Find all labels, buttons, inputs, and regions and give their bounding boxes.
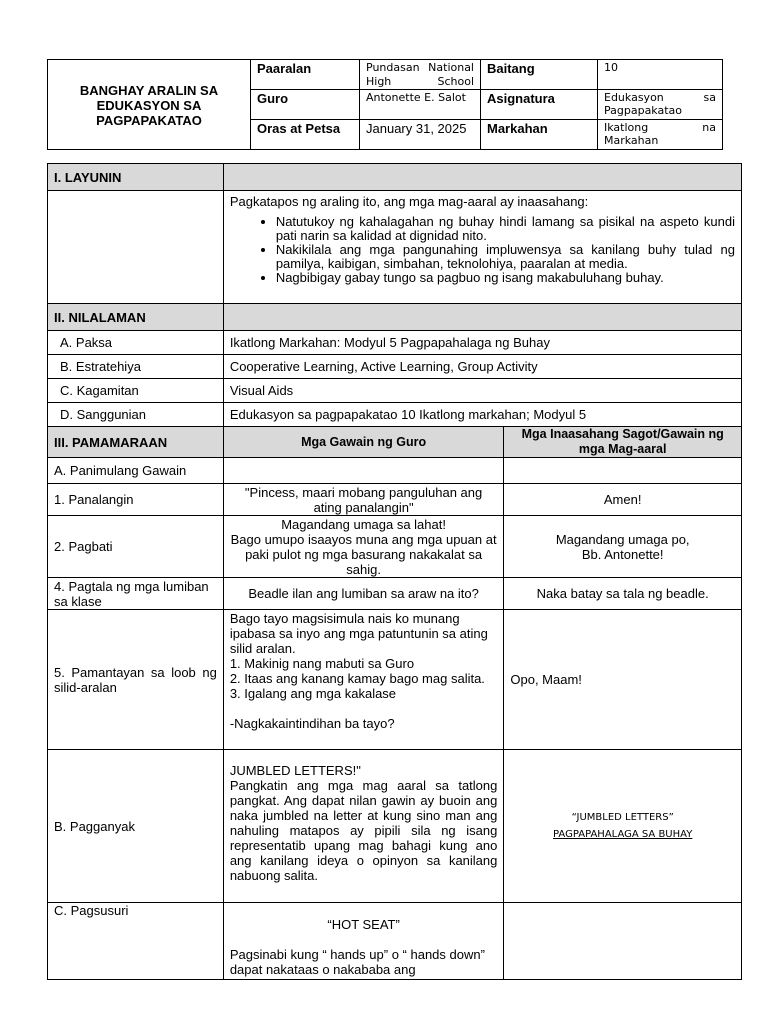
paksa-label: A. Paksa [48,331,224,355]
pagbati-guro [223,516,504,578]
nilalaman-heading: II. NILALAMAN [48,304,224,331]
layunin-content [223,191,741,304]
baitang-value: 10 [598,60,723,90]
lesson-header-table [47,59,723,150]
oras-label: Oras at Petsa [251,120,360,150]
layunin-heading-row [48,164,742,191]
paksa-value: Ikatlong Markahan: Modyul 5 Pagpapahalaga ng Buhay [223,331,741,355]
panalangin-row [48,484,742,516]
pagganyak-label: B. Pagganyak [48,750,224,903]
pagbati-magaaral-line: Bb. Antonette! [581,546,664,562]
pagtala-label: 4. Pagtala ng mga lumiban sa klase [48,578,224,610]
pagganyak-title: JUMBLED LETTERS!" [229,763,361,778]
layunin-intro: Pagkatapos ng araling ito, ang mga mag-aaral ay inaasahang: [229,194,589,209]
pagsusuri-body: Pagsinabi kung “ hands up” o “ hands down” dapat nakataas o nakababa ang [229,947,485,977]
pagsusuri-guro [223,903,504,980]
pamantayan-magaaral: Opo, Maam! [504,610,742,750]
estratehiya-label: B. Estratehiya [48,355,224,379]
nilalaman-row [48,403,742,427]
pamamaraan-heading-row [48,427,742,458]
pamantayan-rule: 3. Igalang ang mga kakalase [229,686,397,701]
pamantayan-rule: 1. Makinig nang mabuti sa Guro [229,656,415,671]
jumbled-letters-label: “JUMBLED LETTERS” [571,812,674,823]
markahan-value: Ikatlong na Markahan [598,120,723,150]
panalangin-label: 1. Panalangin [48,484,224,516]
pamantayan-question: -Nagkakaintindihan ba tayo? [229,716,395,731]
layunin-heading: I. LAYUNIN [48,164,224,191]
pagbati-guro-greeting: Magandang umaga sa lahat! [281,516,446,532]
lesson-plan-title: BANGHAY ARALIN SA EDUKASYON SA PAGPAPAKATAO [48,60,251,150]
guro-value: Antonette E. Salot [360,90,481,120]
panalangin-guro: "Pincess, maari mobang panguluhan ang ating panalangin" [223,484,504,516]
pagganyak-body: Pangkatin ang mga mag aaral sa tatlong pangkat. Ang dapat nilan gawin ay buoin ang naka jumbled na letter at kung sino man ang nahuling matapos ay pipili sila ng isang representatib upang mag bahagi kung ano ang kanilang ideya o opinyon sa kanilang nabuong salita. [229,778,498,883]
layunin-list [230,215,735,285]
pagtala-magaaral: Naka batay sa tala ng beadle. [504,578,742,610]
nilalaman-row [48,379,742,403]
pagganyak-row [48,750,742,903]
lesson-plan-table [47,163,742,980]
pagbati-row [48,516,742,578]
layunin-item: • Nakikilala ang mga pangunahing impluwensya sa kanilang buhy tulad ng pamilya, kaibigan, simbahan, teknolohiya, paaralan at media. [276,243,735,271]
col-guro-heading: Mga Gawain ng Guro [223,427,504,458]
pamamaraan-heading: III. PAMAMARAAN [48,427,224,458]
pamantayan-guro [223,610,504,750]
pamantayan-label: 5. Pamantayan sa loob ng silid-aralan [48,610,224,750]
nilalaman-heading-row [48,304,742,331]
pagbati-magaaral-line: Magandang umaga po, [555,531,690,547]
oras-value: January 31, 2025 [360,120,481,150]
pamantayan-intro: Bago tayo magsisimula nais ko munang ipabasa sa inyo ang mga patuntunin sa ating silid aralan. [229,611,488,656]
panalangin-magaaral: Amen! [504,484,742,516]
baitang-label: Baitang [481,60,598,90]
pagbati-magaaral [504,516,742,578]
pagtala-guro: Beadle ilan ang lumiban sa araw na ito? [223,578,504,610]
markahan-label: Markahan [481,120,598,150]
nilalaman-row [48,355,742,379]
asignatura-label: Asignatura [481,90,598,120]
col-magaaral-heading: Mga Inaasahang Sagot/Gawain ng mga Mag-aaral [504,427,742,458]
pagbati-label: 2. Pagbati [48,516,224,578]
pagganyak-magaaral [504,750,742,903]
asignatura-value: Edukasyon sa Pagpapakatao [598,90,723,120]
pagbati-guro-instruction: Bago umupo isaayos muna ang mga upuan at paki pulot ng mga basurang nakakalat sa sahig. [230,531,497,577]
sanggunian-label: D. Sanggunian [48,403,224,427]
estratehiya-value: Cooperative Learning, Active Learning, Group Activity [223,355,741,379]
pagsusuri-title: “HOT SEAT” [327,917,400,932]
pagganyak-guro [223,750,504,903]
jumbled-answer: PAGPAPAHALAGA SA BUHAY [553,829,693,840]
pagsusuri-row [48,903,742,980]
panimula-row [48,458,742,484]
paaralan-value: Pundasan National High School [360,60,481,90]
pamantayan-rule: 2. Itaas ang kanang kamay bago mag salita. [229,671,485,686]
panimula-label: A. Panimulang Gawain [48,458,224,484]
layunin-item: • Natutukoy ng kahalagahan ng buhay hindi lamang sa pisikal na aspeto kundi pati narin sa kalidad at dignidad nito. [276,215,735,243]
layunin-row [48,191,742,304]
pagtala-row [48,578,742,610]
paaralan-label: Paaralan [251,60,360,90]
sanggunian-value: Edukasyon sa pagpapakatao 10 Ikatlong markahan; Modyul 5 [223,403,741,427]
layunin-item: • Nagbibigay gabay tungo sa pagbuo ng isang makabuluhang buhay. [276,271,735,285]
pamantayan-row [48,610,742,750]
guro-label: Guro [251,90,360,120]
kagamitan-label: C. Kagamitan [48,379,224,403]
kagamitan-value: Visual Aids [223,379,741,403]
pagsusuri-label: C. Pagsusuri [48,903,224,980]
nilalaman-row [48,331,742,355]
